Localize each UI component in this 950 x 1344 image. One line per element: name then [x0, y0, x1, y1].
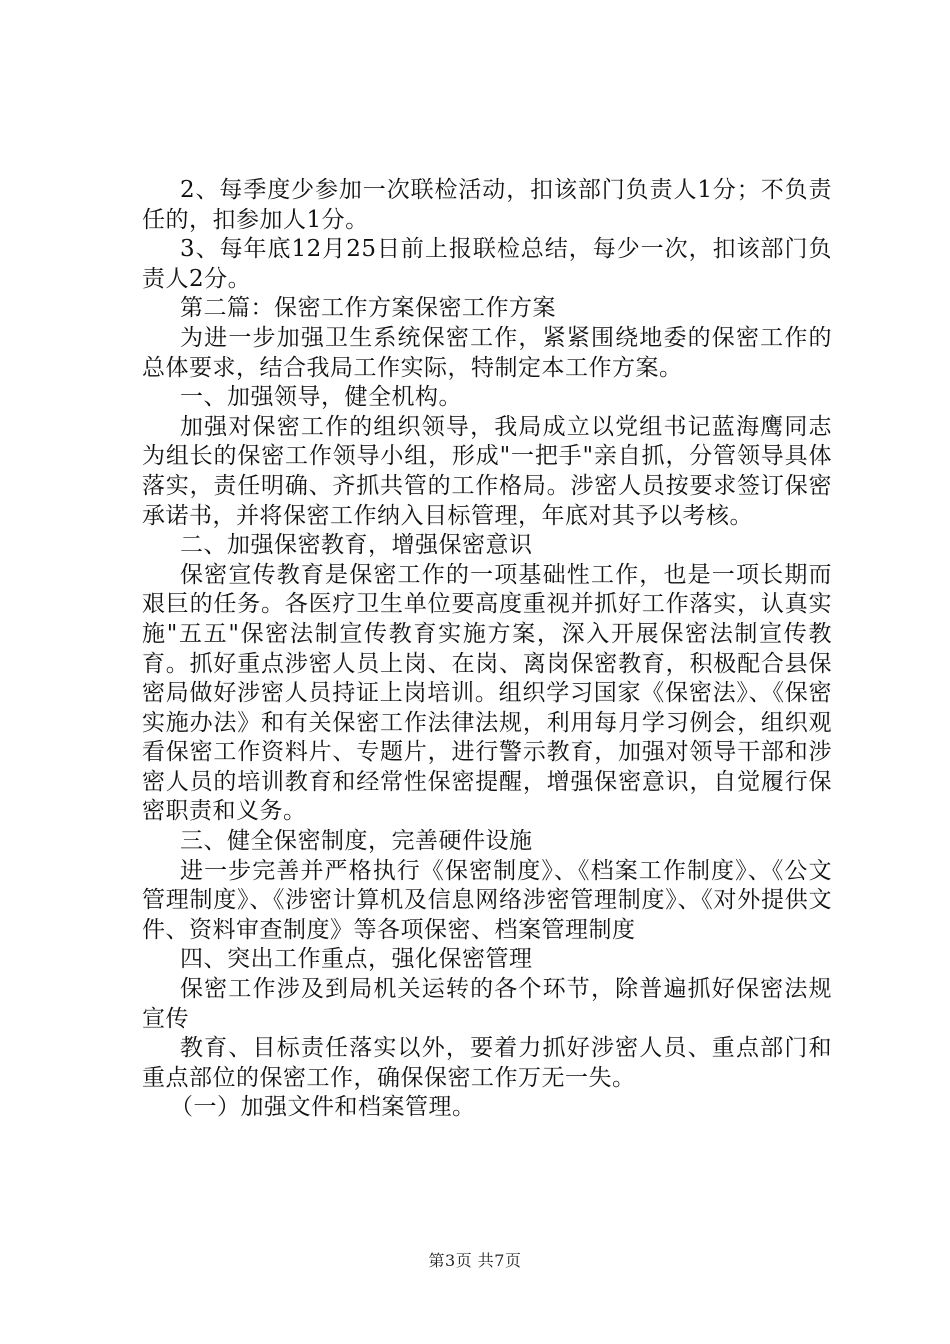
section-heading-1: 一、加强领导，健全机构。 [180, 384, 462, 411]
paragraph-management: 保密工作涉及到局机关运转的各个环节，除普遍抓好保密法规宣传 [142, 976, 832, 1032]
section-heading-2: 二、加强保密教育，增强保密意识 [180, 532, 533, 559]
document-body [142, 176, 832, 1123]
section-heading-4: 四、突出工作重点，强化保密管理 [180, 946, 533, 973]
paragraph-management-continued: 教育、目标责任落实以外，要着力抓好涉密人员、重点部门和重点部位的保密工作，确保保密工作万无一失。 [142, 1035, 832, 1091]
paragraph-rules: 进一步完善并严格执行《保密制度》、《档案工作制度》、《公文管理制度》、《涉密计算机及信息网络涉密管理制度》、《对外提供文件、资料审查制度》等各项保密、档案管理制度 [142, 857, 832, 943]
subsection-heading-1: （一）加强文件和档案管理。 [170, 1094, 476, 1121]
paragraph-leadership: 加强对保密工作的组织领导，我局成立以党组书记蓝海鹰同志为组长的保密工作领导小组，形成"一把手"亲自抓，分管领导具体落实，责任明确、齐抓共管的工作格局。涉密人员按要求签订保密承诺书，并将保密工作纳入目标管理，年底对其予以考核。 [142, 413, 832, 529]
section-heading-3: 三、健全保密制度，完善硬件设施 [180, 828, 533, 855]
paragraph-1: 2、每季度少参加一次联检活动，扣该部门负责人1分；不负责任的，扣参加人1分。 [142, 177, 832, 233]
paragraph-2: 3、每年底12月25日前上报联检总结，每少一次，扣该部门负责人2分。 [142, 236, 832, 292]
page-number-footer: 第3页 共7页 [428, 1251, 522, 1270]
paragraph-intro: 为进一步加强卫生系统保密工作，紧紧围绕地委的保密工作的总体要求，结合我局工作实际，特制定本工作方案。 [142, 324, 832, 381]
section-heading-chapter-2: 第二篇：保密工作方案保密工作方案 [180, 295, 556, 322]
paragraph-education: 保密宣传教育是保密工作的一项基础性工作，也是一项长期而艰巨的任务。各医疗卫生单位要高度重视并抓好工作落实，认真实施"五五"保密法制宣传教育实施方案，深入开展保密法制宣传教育。抓好重点涉密人员上岗、在岗、离岗保密教育，积极配合县保密局做好涉密人员持证上岗培训。组织学习国家《保密法》、《保密实施办法》和有关保密工作法律法规，利用每月学习例会，组织观看保密工作资料片、专题片，进行警示教育，加强对领导干部和涉密人员的培训教育和经常性保密提醒，增强保密意识，自觉履行保密职责和义务。 [142, 561, 832, 825]
